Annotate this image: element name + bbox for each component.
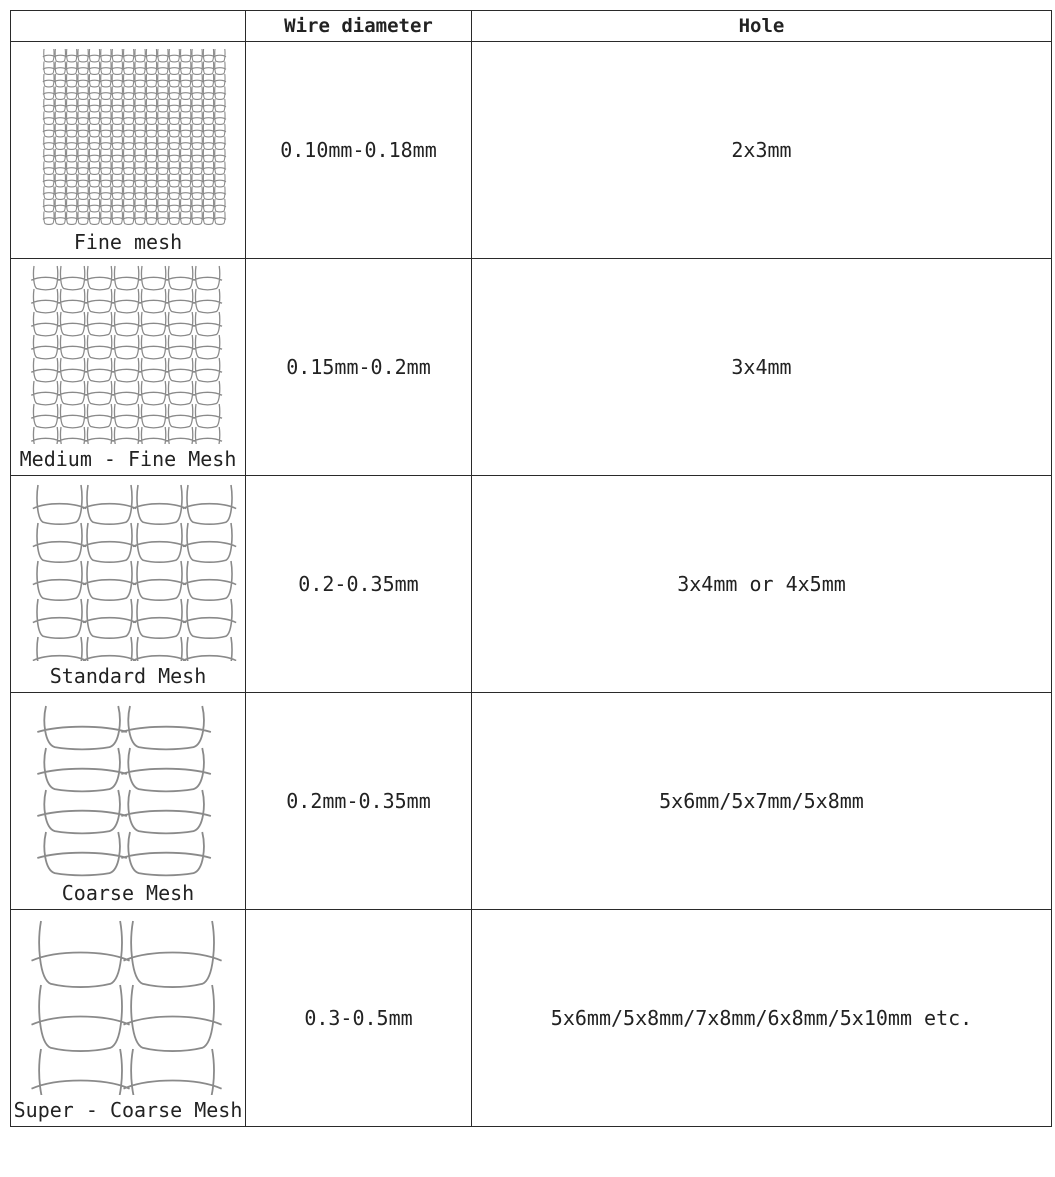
table-row xyxy=(11,693,1052,910)
table-header-row xyxy=(11,11,1052,42)
wire-diameter-cell: 0.15mm-0.2mm xyxy=(246,259,472,476)
mesh-pattern xyxy=(37,706,211,875)
wire-diameter-cell: 0.2-0.35mm xyxy=(246,476,472,693)
mesh-image-cell xyxy=(11,42,246,259)
header-hole: Hole xyxy=(472,11,1052,42)
mesh-label: Fine mesh xyxy=(73,230,183,254)
table-row xyxy=(11,259,1052,476)
mesh-spec-table xyxy=(10,10,1052,1127)
table-row xyxy=(11,476,1052,693)
hole-cell: 2x3mm xyxy=(472,42,1052,259)
fine-mesh-icon xyxy=(16,47,240,227)
mesh-pattern xyxy=(43,49,226,224)
hole-cell: 5x6mm/5x8mm/7x8mm/6x8mm/5x10mm etc. xyxy=(472,910,1052,1127)
table-row xyxy=(11,910,1052,1127)
mesh-label: Coarse Mesh xyxy=(61,881,195,905)
hole-cell: 5x6mm/5x7mm/5x8mm xyxy=(472,693,1052,910)
mesh-image-cell xyxy=(11,910,246,1127)
header-wire-diameter: Wire diameter xyxy=(246,11,472,42)
mesh-image-cell xyxy=(11,693,246,910)
wire-diameter-cell: 0.2mm-0.35mm xyxy=(246,693,472,910)
table-row xyxy=(11,42,1052,259)
mesh-image-cell xyxy=(11,476,246,693)
wire-diameter-cell: 0.10mm-0.18mm xyxy=(246,42,472,259)
standard-mesh-icon xyxy=(16,481,240,661)
mesh-label: Super - Coarse Mesh xyxy=(13,1098,243,1122)
super-coarse-mesh-icon xyxy=(16,915,240,1095)
header-image-column xyxy=(11,11,246,42)
mesh-image-cell xyxy=(11,259,246,476)
mesh-pattern xyxy=(32,921,222,1095)
mesh-pattern xyxy=(31,266,222,444)
hole-cell: 3x4mm or 4x5mm xyxy=(472,476,1052,693)
coarse-mesh-icon xyxy=(16,698,240,878)
mesh-label: Standard Mesh xyxy=(49,664,207,688)
mesh-label: Medium - Fine Mesh xyxy=(19,447,237,471)
wire-diameter-cell: 0.3-0.5mm xyxy=(246,910,472,1127)
medium-fine-mesh-icon xyxy=(16,264,240,444)
mesh-pattern xyxy=(33,485,236,661)
hole-cell: 3x4mm xyxy=(472,259,1052,476)
